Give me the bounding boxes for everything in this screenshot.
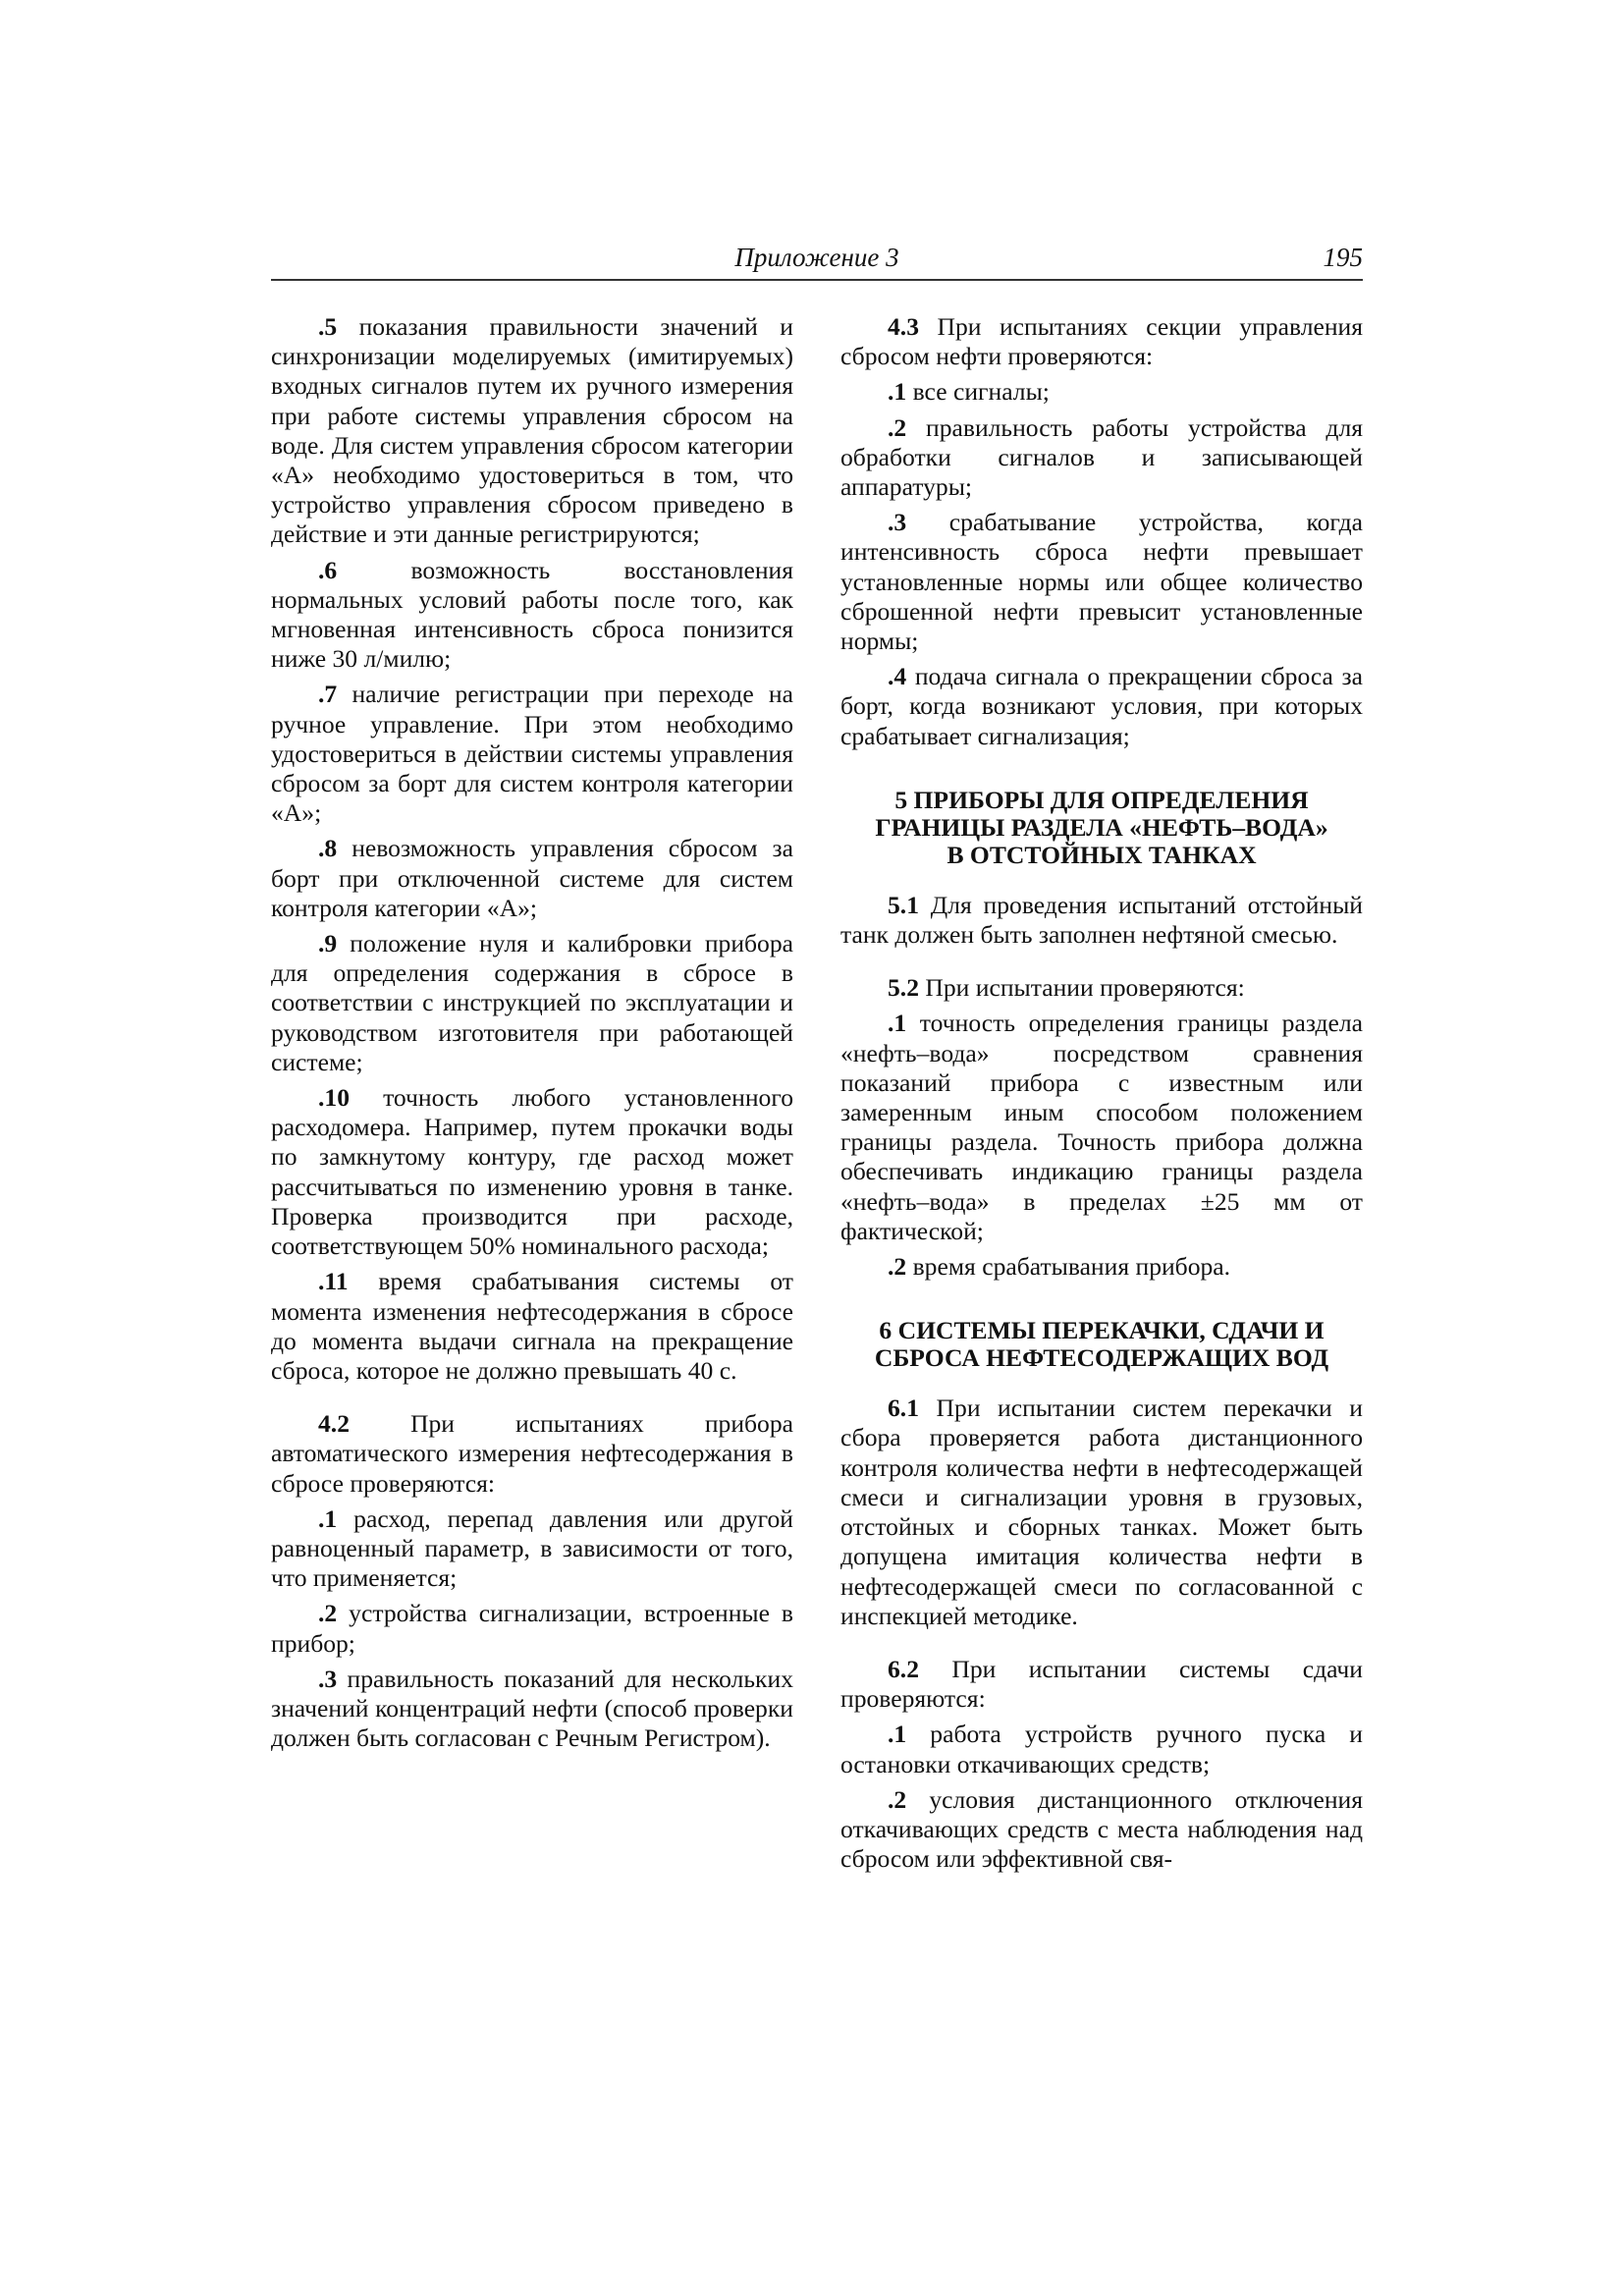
item-number: .1 xyxy=(888,377,907,407)
item-text: работа устройств ручного пуска и остановки откачивающих средств; xyxy=(840,1720,1363,1778)
section-4-2 xyxy=(271,1409,793,1499)
paragraph-4-3-4 xyxy=(840,662,1363,751)
item-number: .4 xyxy=(888,662,907,691)
section-text: При испытании проверяются: xyxy=(919,973,1245,1003)
heading-line: СБРОСА НЕФТЕСОДЕРЖАЩИХ ВОД xyxy=(874,1343,1329,1373)
paragraph-4-3-1 xyxy=(840,377,1363,407)
paragraph-item-8 xyxy=(271,834,793,923)
item-number: .6 xyxy=(318,555,338,584)
paragraph-6-2-1 xyxy=(840,1720,1363,1778)
paragraph-item-7 xyxy=(271,680,793,828)
item-number: .1 xyxy=(318,1503,338,1533)
item-text: невозможность управления сбросом за борт при отключенной системе для систем контроля категории «А»; xyxy=(271,834,793,922)
section-5-2 xyxy=(840,973,1363,1003)
paragraph-4-2-3 xyxy=(271,1665,793,1754)
section-number: 6.2 xyxy=(888,1654,919,1683)
paragraph-6-2-2 xyxy=(840,1785,1363,1875)
item-number: .2 xyxy=(888,412,907,442)
item-text: точность любого установленного расходомера. Например, путем прокачки воды по замкнутому контуру, где расход может рассчитываться по изменению уровня в танке. Проверка производится при расходе, соответствующем 50% номинального расхода; xyxy=(271,1083,793,1261)
item-text: подача сигнала о прекращении сброса за борт, когда возникают условия, при которых срабатывает сигнализация; xyxy=(840,662,1363,750)
section-text: При испытании системы сдачи проверяются: xyxy=(840,1654,1363,1714)
paragraph-item-10 xyxy=(271,1083,793,1261)
item-text: правильность работы устройства для обработки сигналов и записывающей аппаратуры; xyxy=(840,412,1363,502)
item-text: показания правильности значений и синхронизации моделируемых (имитируемых) входных сигналов путем их ручного измерения при работе системы управления сбросом на воде. Для систем управления сбросом категории «А» необходимо удостовериться в том, что устройство управления сбросом приведено в действие и эти данные регистрируются; xyxy=(271,312,793,549)
section-number: 4.2 xyxy=(318,1409,350,1439)
heading-line: 6 СИСТЕМЫ ПЕРЕКАЧКИ, СДАЧИ И xyxy=(879,1316,1325,1345)
left-column xyxy=(271,312,793,1759)
item-number: .9 xyxy=(318,929,338,958)
section-text: Для проведения испытаний отстойный танк должен быть заполнен нефтяной смесью. xyxy=(840,890,1363,950)
heading-line: В ОТСТОЙНЫХ ТАНКАХ xyxy=(947,840,1257,869)
item-text: время срабатывания системы от момента изменения нефтесодержания в сбросе до момента выдачи сигнала на прекращение сброса, которое не должно превышать 40 с. xyxy=(271,1267,793,1385)
running-title: Приложение 3 xyxy=(734,243,899,272)
item-text: время срабатывания прибора. xyxy=(906,1252,1231,1282)
right-column xyxy=(840,312,1363,1880)
item-number: .11 xyxy=(318,1267,349,1296)
paragraph-item-11 xyxy=(271,1267,793,1386)
item-text: правильность показаний для нескольких значений концентраций нефти (способ проверки должен быть согласован с Речным Регистром). xyxy=(271,1664,793,1753)
item-text: наличие регистрации при переходе на ручное управление. При этом необходимо удостовериться в действии системы управления сбросом за борт для систем контроля категории «А»; xyxy=(271,680,793,828)
item-text: все сигналы; xyxy=(906,377,1050,407)
item-number: .2 xyxy=(318,1599,338,1628)
item-number: .3 xyxy=(888,508,907,537)
section-4-3 xyxy=(840,312,1363,371)
section-heading-6 xyxy=(840,1317,1363,1372)
section-number: 4.3 xyxy=(888,312,919,341)
item-number: .5 xyxy=(318,312,338,341)
section-text: При испытании систем перекачки и сбора проверяется работа дистанционного контроля количества нефти в нефтесодержащей смеси и сигнализации уровня в грузовых, отстойных и сборных танках. Может быть допущена имитация количества нефти в нефтесодержащей смеси по согласованной с инспекцией методике. xyxy=(840,1394,1363,1630)
running-header xyxy=(271,240,1363,281)
item-text: расход, перепад давления или другой равноценный параметр, в зависимости от того, что применяется; xyxy=(271,1503,793,1593)
heading-line: ГРАНИЦЫ РАЗДЕЛА «НЕФТЬ–ВОДА» xyxy=(875,812,1328,842)
paragraph-4-3-3 xyxy=(840,508,1363,656)
section-5-1 xyxy=(840,891,1363,950)
page-number: 195 xyxy=(1323,243,1363,272)
paragraph-item-5 xyxy=(271,312,793,550)
section-number: 6.1 xyxy=(888,1394,919,1423)
item-number: .2 xyxy=(888,1252,907,1282)
paragraph-5-2-2 xyxy=(840,1252,1363,1282)
item-text: положение нуля и калибровки прибора для определения содержания в сбросе в соответствии с инструкцией по эксплуатации и руководством изготовителя при работающей системе; xyxy=(271,929,793,1076)
item-text: срабатывание устройства, когда интенсивность сброса нефти превышает установленные нормы или общее количество сброшенной нефти превысит установленные нормы; xyxy=(840,508,1363,656)
section-text: При испытаниях прибора автоматического измерения нефтесодержания в сбросе проверяются: xyxy=(271,1409,793,1498)
item-text: условия дистанционного отключения откачивающих средств с места наблюдения над сбросом или эффективной свя- xyxy=(840,1784,1363,1874)
section-6-1 xyxy=(840,1394,1363,1631)
item-number: .1 xyxy=(888,1009,907,1038)
item-text: возможность восстановления нормальных условий работы после того, как мгновенная интенсивность сброса понизится ниже 30 л/милю; xyxy=(271,555,793,674)
item-text: устройства сигнализации, встроенные в прибор; xyxy=(271,1599,793,1658)
heading-line: 5 ПРИБОРЫ ДЛЯ ОПРЕДЕЛЕНИЯ xyxy=(894,785,1309,814)
section-heading-5 xyxy=(840,787,1363,869)
section-number: 5.1 xyxy=(888,890,919,919)
item-number: .1 xyxy=(888,1720,907,1749)
section-text: При испытаниях секции управления сбросом нефти проверяются: xyxy=(840,312,1363,371)
paragraph-item-9 xyxy=(271,929,793,1077)
section-6-2 xyxy=(840,1655,1363,1714)
item-text: точность определения границы раздела «нефть–вода» посредством сравнения показаний прибора с известным или замеренным иным способом положением границы раздела. Точность прибора должна обеспечивать индикацию границы раздела «нефть–вода» в пределах ±25 мм от фактической; xyxy=(840,1009,1363,1245)
paragraph-item-6 xyxy=(271,556,793,675)
item-number: .2 xyxy=(888,1784,907,1814)
item-number: .8 xyxy=(318,834,338,863)
paragraph-4-2-2 xyxy=(271,1599,793,1658)
paragraph-4-3-2 xyxy=(840,413,1363,503)
section-number: 5.2 xyxy=(888,973,919,1003)
paragraph-4-2-1 xyxy=(271,1504,793,1594)
item-number: .10 xyxy=(318,1083,350,1113)
item-number: .7 xyxy=(318,680,338,709)
item-number: .3 xyxy=(318,1664,338,1693)
paragraph-5-2-1 xyxy=(840,1009,1363,1246)
